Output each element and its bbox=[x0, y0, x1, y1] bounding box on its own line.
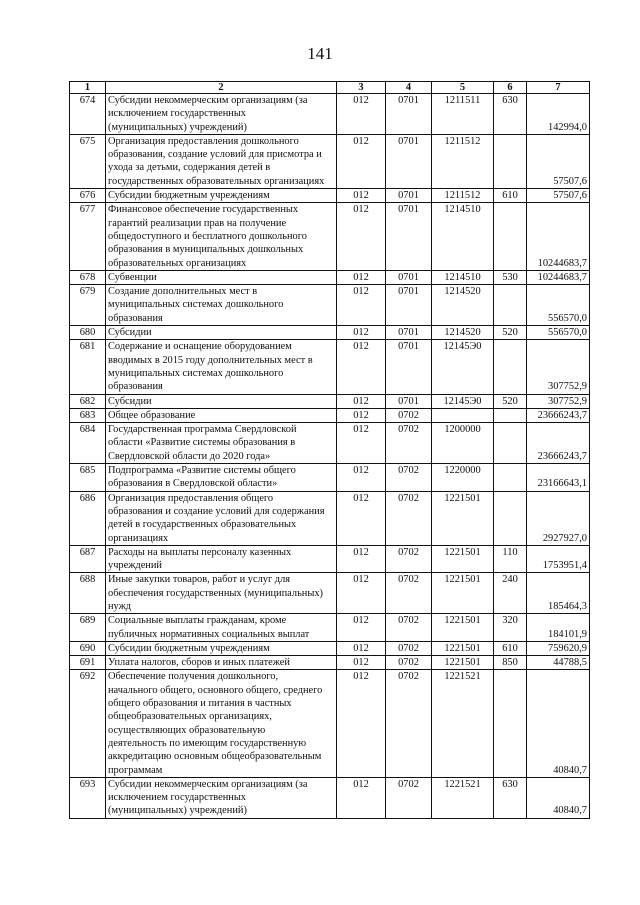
table-row bbox=[70, 641, 590, 655]
target-code: 1214520 bbox=[432, 326, 494, 340]
row-name bbox=[106, 670, 337, 777]
section-code: 0701 bbox=[386, 94, 432, 135]
row-name-line: публичных нормативных социальных выплат bbox=[108, 628, 310, 640]
row-name-line: образования и создание условий для содержания bbox=[108, 505, 325, 517]
department-code: 012 bbox=[337, 270, 386, 284]
amount-value: 44788,5 bbox=[527, 656, 590, 670]
department-code: 012 bbox=[337, 491, 386, 545]
amount-value: 23666243,7 bbox=[527, 423, 590, 464]
row-number: 675 bbox=[70, 134, 106, 188]
department-code: 012 bbox=[337, 408, 386, 422]
department-code: 012 bbox=[337, 189, 386, 203]
row-name-line: общеобразовательных организациях, bbox=[108, 711, 272, 723]
section-code: 0702 bbox=[386, 777, 432, 818]
row-number: 693 bbox=[70, 777, 106, 818]
row-name-line: общедоступного и бесплатного дошкольного bbox=[108, 230, 307, 242]
table-row bbox=[70, 94, 590, 135]
department-code: 012 bbox=[337, 641, 386, 655]
row-name-line: образования bbox=[108, 312, 163, 324]
amount-value: 1753951,4 bbox=[527, 545, 590, 573]
target-code: 1221501 bbox=[432, 641, 494, 655]
row-name-line: учреждений bbox=[108, 560, 162, 572]
row-name-line: Содержание и оснащение оборудованием bbox=[108, 341, 292, 353]
amount-value: 2927927,0 bbox=[527, 491, 590, 545]
amount-value: 142994,0 bbox=[527, 94, 590, 135]
amount-value: 40840,7 bbox=[527, 777, 590, 818]
department-code: 012 bbox=[337, 464, 386, 492]
row-name bbox=[106, 134, 337, 188]
section-code: 0701 bbox=[386, 285, 432, 326]
amount-value: 57507,6 bbox=[527, 189, 590, 203]
row-name-line: Обеспечение получения дошкольного, bbox=[108, 671, 279, 683]
row-number: 681 bbox=[70, 340, 106, 394]
department-code: 012 bbox=[337, 340, 386, 394]
amount-value: 184101,9 bbox=[527, 614, 590, 642]
amount-value: 40840,7 bbox=[527, 670, 590, 777]
row-name-line: Уплата налогов, сборов и иных платежей bbox=[108, 657, 290, 669]
row-number: 690 bbox=[70, 641, 106, 655]
row-name-line: Создание дополнительных мест в bbox=[108, 286, 258, 298]
target-code: 1221521 bbox=[432, 777, 494, 818]
amount-value: 556570,0 bbox=[527, 326, 590, 340]
expense-type-code: 610 bbox=[494, 189, 527, 203]
expense-type-code: 520 bbox=[494, 326, 527, 340]
row-name-line: вводимых в 2015 году дополнительных мест в bbox=[108, 354, 313, 366]
column-header: 7 bbox=[527, 82, 590, 94]
column-header: 3 bbox=[337, 82, 386, 94]
amount-value: 23666243,7 bbox=[527, 408, 590, 422]
row-name-line: образовательных организациях bbox=[108, 257, 247, 269]
row-name-line: программам bbox=[108, 764, 163, 776]
table-row bbox=[70, 326, 590, 340]
table-row bbox=[70, 464, 590, 492]
row-name-line: Субсидии некоммерческим организациям (за bbox=[108, 778, 308, 790]
row-name-line: муниципальных системах дошкольного bbox=[108, 367, 284, 379]
department-code: 012 bbox=[337, 573, 386, 614]
section-code: 0702 bbox=[386, 614, 432, 642]
expense-type-code bbox=[494, 464, 527, 492]
row-number: 679 bbox=[70, 285, 106, 326]
row-name-line: Социальные выплаты гражданам, кроме bbox=[108, 615, 287, 627]
table-row bbox=[70, 491, 590, 545]
column-header: 2 bbox=[106, 82, 337, 94]
row-name-line: (муниципальных) учреждений) bbox=[108, 121, 247, 133]
page-number: 141 bbox=[307, 44, 333, 63]
target-code: 1214510 bbox=[432, 203, 494, 270]
row-name-line: детей в государственных образовательных bbox=[108, 519, 297, 531]
section-code: 0701 bbox=[386, 340, 432, 394]
target-code: 1221521 bbox=[432, 670, 494, 777]
table-row bbox=[70, 270, 590, 284]
row-name bbox=[106, 423, 337, 464]
row-name-line: образования в муниципальных дошкольных bbox=[108, 244, 304, 256]
row-name bbox=[106, 641, 337, 655]
target-code: 1221501 bbox=[432, 656, 494, 670]
row-name-line: государственных образовательных организациях bbox=[108, 175, 325, 187]
section-code: 0702 bbox=[386, 656, 432, 670]
target-code: 1200000 bbox=[432, 423, 494, 464]
row-name-line: организациях bbox=[108, 532, 169, 544]
amount-value: 10244683,7 bbox=[527, 270, 590, 284]
target-code bbox=[432, 408, 494, 422]
table-row bbox=[70, 189, 590, 203]
row-number: 686 bbox=[70, 491, 106, 545]
row-name-line: нужд bbox=[108, 600, 132, 612]
section-code: 0702 bbox=[386, 573, 432, 614]
row-name-line: Иные закупки товаров, работ и услуг для bbox=[108, 574, 291, 586]
section-code: 0702 bbox=[386, 464, 432, 492]
row-name-line: Организация предоставления дошкольного bbox=[108, 135, 299, 147]
department-code: 012 bbox=[337, 203, 386, 270]
column-header: 6 bbox=[494, 82, 527, 94]
row-name bbox=[106, 573, 337, 614]
amount-value: 10244683,7 bbox=[527, 203, 590, 270]
column-header: 5 bbox=[432, 82, 494, 94]
row-name bbox=[106, 394, 337, 408]
row-name bbox=[106, 464, 337, 492]
row-name bbox=[106, 203, 337, 270]
row-name bbox=[106, 94, 337, 135]
target-code: 12145Э0 bbox=[432, 394, 494, 408]
table-row bbox=[70, 134, 590, 188]
row-number: 692 bbox=[70, 670, 106, 777]
row-name-line: исключением государственных bbox=[108, 792, 246, 804]
row-number: 685 bbox=[70, 464, 106, 492]
amount-value: 185464,3 bbox=[527, 573, 590, 614]
row-name bbox=[106, 189, 337, 203]
expense-type-code bbox=[494, 340, 527, 394]
department-code: 012 bbox=[337, 670, 386, 777]
section-code: 0701 bbox=[386, 270, 432, 284]
row-number: 674 bbox=[70, 94, 106, 135]
department-code: 012 bbox=[337, 326, 386, 340]
row-name-line: начального общего, основного общего, среднего bbox=[108, 684, 323, 696]
row-number: 688 bbox=[70, 573, 106, 614]
row-number: 678 bbox=[70, 270, 106, 284]
row-name-line: Субсидии бюджетным учреждениям bbox=[108, 642, 270, 654]
amount-value: 307752,9 bbox=[527, 394, 590, 408]
row-name-line: Общее образование bbox=[108, 409, 196, 421]
amount-value: 556570,0 bbox=[527, 285, 590, 326]
target-code: 1214510 bbox=[432, 270, 494, 284]
section-code: 0702 bbox=[386, 670, 432, 777]
target-code: 1211512 bbox=[432, 189, 494, 203]
section-code: 0701 bbox=[386, 394, 432, 408]
row-name-line: аккредитацию основным общеобразовательным bbox=[108, 751, 322, 763]
expense-type-code: 610 bbox=[494, 641, 527, 655]
row-name-line: Организация предоставления общего bbox=[108, 492, 274, 504]
department-code: 012 bbox=[337, 134, 386, 188]
expense-type-code: 630 bbox=[494, 777, 527, 818]
row-name-line: обеспечения государственных (муниципальных) bbox=[108, 587, 324, 599]
row-name bbox=[106, 326, 337, 340]
row-name-line: Субсидии некоммерческим организациям (за bbox=[108, 95, 308, 106]
row-number: 682 bbox=[70, 394, 106, 408]
amount-value: 23166643,1 bbox=[527, 464, 590, 492]
table-row bbox=[70, 545, 590, 573]
row-name-line: исключением государственных bbox=[108, 108, 246, 120]
section-code: 0701 bbox=[386, 326, 432, 340]
row-name bbox=[106, 777, 337, 818]
column-header: 1 bbox=[70, 82, 106, 94]
department-code: 012 bbox=[337, 614, 386, 642]
table-row bbox=[70, 573, 590, 614]
row-number: 691 bbox=[70, 656, 106, 670]
row-name-line: образования, создание условий для присмотра и bbox=[108, 149, 322, 161]
expense-type-code: 240 bbox=[494, 573, 527, 614]
row-name bbox=[106, 285, 337, 326]
row-name-line: образования bbox=[108, 381, 163, 393]
target-code: 1211512 bbox=[432, 134, 494, 188]
table-header-row bbox=[70, 82, 590, 94]
target-code: 1221501 bbox=[432, 491, 494, 545]
row-number: 683 bbox=[70, 408, 106, 422]
department-code: 012 bbox=[337, 285, 386, 326]
row-name-line: муниципальных системах дошкольного bbox=[108, 299, 284, 311]
row-name-line: гарантий реализации прав на получение bbox=[108, 217, 287, 229]
target-code: 1220000 bbox=[432, 464, 494, 492]
expense-type-code: 630 bbox=[494, 94, 527, 135]
amount-value: 759620,9 bbox=[527, 641, 590, 655]
target-code: 1221501 bbox=[432, 614, 494, 642]
table-row bbox=[70, 777, 590, 818]
department-code: 012 bbox=[337, 394, 386, 408]
row-number: 676 bbox=[70, 189, 106, 203]
target-code: 1221501 bbox=[432, 573, 494, 614]
expense-type-code: 110 bbox=[494, 545, 527, 573]
budget-table bbox=[69, 81, 590, 819]
table-row bbox=[70, 614, 590, 642]
department-code: 012 bbox=[337, 545, 386, 573]
row-name bbox=[106, 614, 337, 642]
row-name-line: Субвенции bbox=[108, 271, 157, 283]
row-name-line: Государственная программа Свердловской bbox=[108, 424, 297, 436]
row-name-line: области «Развитие системы образования в bbox=[108, 437, 296, 449]
target-code: 1221501 bbox=[432, 545, 494, 573]
row-name-line: Субсидии bbox=[108, 395, 152, 407]
row-name-line: Расходы на выплаты персоналу казенных bbox=[108, 546, 292, 558]
table-row bbox=[70, 656, 590, 670]
row-name-line: деятельность по имеющим государственную bbox=[108, 737, 307, 749]
section-code: 0701 bbox=[386, 203, 432, 270]
row-number: 684 bbox=[70, 423, 106, 464]
expense-type-code bbox=[494, 670, 527, 777]
target-code: 1211511 bbox=[432, 94, 494, 135]
row-name-line: общего образования и питания в частных bbox=[108, 698, 292, 710]
department-code: 012 bbox=[337, 423, 386, 464]
row-name-line: Подпрограмма «Развитие системы общего bbox=[108, 465, 296, 477]
table-row bbox=[70, 408, 590, 422]
section-code: 0702 bbox=[386, 641, 432, 655]
row-name-line: Свердловской области до 2020 года» bbox=[108, 450, 271, 462]
row-number: 677 bbox=[70, 203, 106, 270]
expense-type-code: 520 bbox=[494, 394, 527, 408]
row-name-line: ухода за детьми, содержания детей в bbox=[108, 162, 271, 174]
section-code: 0701 bbox=[386, 189, 432, 203]
target-code: 12145Э0 bbox=[432, 340, 494, 394]
expense-type-code bbox=[494, 203, 527, 270]
row-name bbox=[106, 270, 337, 284]
section-code: 0702 bbox=[386, 423, 432, 464]
expense-type-code bbox=[494, 408, 527, 422]
expense-type-code bbox=[494, 491, 527, 545]
expense-type-code: 850 bbox=[494, 656, 527, 670]
table-row bbox=[70, 670, 590, 777]
department-code: 012 bbox=[337, 94, 386, 135]
row-number: 680 bbox=[70, 326, 106, 340]
expense-type-code bbox=[494, 423, 527, 464]
department-code: 012 bbox=[337, 656, 386, 670]
row-name-line: (муниципальных) учреждений) bbox=[108, 805, 247, 817]
row-name-line: осуществляющих образовательную bbox=[108, 724, 266, 736]
section-code: 0701 bbox=[386, 134, 432, 188]
expense-type-code: 530 bbox=[494, 270, 527, 284]
target-code: 1214520 bbox=[432, 285, 494, 326]
row-name-line: Субсидии бюджетным учреждениям bbox=[108, 190, 270, 202]
row-name bbox=[106, 491, 337, 545]
table-row bbox=[70, 285, 590, 326]
row-name-line: образования в Свердловской области» bbox=[108, 478, 278, 490]
table-row bbox=[70, 394, 590, 408]
table-body bbox=[70, 94, 590, 819]
row-name bbox=[106, 545, 337, 573]
section-code: 0702 bbox=[386, 545, 432, 573]
row-name bbox=[106, 340, 337, 394]
row-number: 687 bbox=[70, 545, 106, 573]
column-header: 4 bbox=[386, 82, 432, 94]
amount-value: 57507,6 bbox=[527, 134, 590, 188]
row-name bbox=[106, 656, 337, 670]
expense-type-code bbox=[494, 134, 527, 188]
table-row bbox=[70, 340, 590, 394]
row-name-line: Субсидии bbox=[108, 327, 152, 339]
row-name bbox=[106, 408, 337, 422]
row-name-line: Финансовое обеспечение государственных bbox=[108, 204, 299, 216]
row-number: 689 bbox=[70, 614, 106, 642]
amount-value: 307752,9 bbox=[527, 340, 590, 394]
section-code: 0702 bbox=[386, 491, 432, 545]
expense-type-code: 320 bbox=[494, 614, 527, 642]
section-code: 0702 bbox=[386, 408, 432, 422]
table-row bbox=[70, 203, 590, 270]
table-row bbox=[70, 423, 590, 464]
department-code: 012 bbox=[337, 777, 386, 818]
expense-type-code bbox=[494, 285, 527, 326]
